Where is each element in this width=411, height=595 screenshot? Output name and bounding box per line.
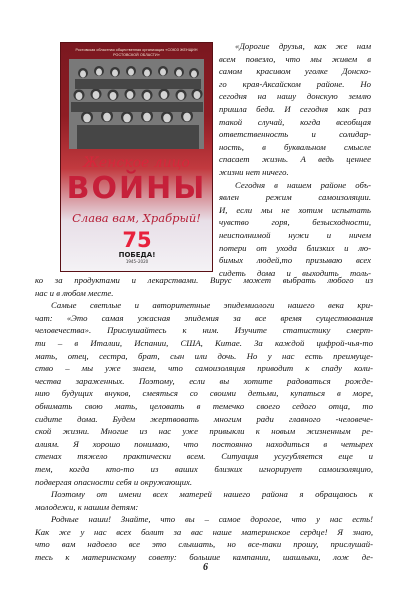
text-line: молодежи, к нашим детям: <box>35 501 139 512</box>
text-line: тесь к материнскому совету: большие кампании, шашлыки, лож де- <box>35 552 373 563</box>
text-line: тем, когда кто-то из ваших близких игнорирует самоизоляцию, <box>35 463 373 474</box>
side-text-column <box>219 40 371 279</box>
text-line: ность, в буквальном смысле <box>219 141 371 152</box>
logo-number: 75 <box>122 228 152 252</box>
text-line: нию будущих внуков, смеяться со своими детьми, купаться в море, <box>35 388 373 399</box>
text-line: чества зараженных. Поэтому, если вы хотите радоваться рожде- <box>35 375 373 386</box>
text-line: самом красивом уголке Донско- <box>219 66 371 77</box>
text-line: го края-Аксайском районе. Но <box>219 78 371 89</box>
text-line: алиям. Я хорошо понимаю, что постоянно находиться в четырех <box>35 438 373 449</box>
text-line: подвергая опасности себя и окружающих. <box>35 476 193 487</box>
book-cover-image <box>60 42 213 272</box>
text-line: обнимать свою мать, целовать в темечко своего седого отца, то <box>35 400 373 411</box>
text-line: нас и в любом месте. <box>35 287 114 298</box>
text-line: Самые светлые и авторитетные эпидемиологи нашего века кри- <box>51 300 373 311</box>
text-line: чат: «Это самая ужасная эпидемия за все время существования <box>35 312 373 323</box>
text-line: И, если мы не хотим испытать <box>219 204 371 215</box>
poster-slogan: Слава вам, Храбрый! <box>72 211 201 225</box>
text-line: бимых людей,то призываю всех <box>219 255 371 266</box>
text-line: ко за продуктами и лекарствами. Вирус может выбрать любого из <box>35 275 373 285</box>
text-line: ответственность и солидар- <box>219 129 371 140</box>
text-line: ти – в Италии, Испании, США, Китае. За каждой цифрой-чья-то <box>35 337 373 348</box>
text-line: сегодня на нашу донскую землю <box>219 91 371 102</box>
text-line: спасает жизнь. А ведь ценнее <box>219 154 371 165</box>
page-number: 6 <box>203 562 208 573</box>
text-line: чувство горя, безысходности, <box>219 217 371 228</box>
text-line: сидите дома. Будем жертвовать многим ради главного -человече- <box>35 413 373 424</box>
text-line: ской жизни. Многие из нас уже привыкли к новым жизненным ре- <box>35 426 373 437</box>
poster-organization-text: Ростовская областная общественная организация «СОЮЗ ЖЕНЩИН РОСТОВСКОЙ ОБЛАСТИ» <box>75 48 198 57</box>
text-line: «Дорогие друзья, как же нам <box>235 41 371 51</box>
text-line: мать, отец, сестра, брат, сын или дочь. Но у нас есть преимуще- <box>35 350 373 361</box>
poster-title-big: ВОЙНЫ <box>66 171 207 206</box>
text-line: сидеть дома и выходить толь- <box>219 267 371 278</box>
logo-years: 1945–2020 <box>125 259 149 264</box>
text-line: пришла беда. И сегодня как раз <box>219 103 371 114</box>
text-line: Поэтому от имени всех матерей нашего района я обращаюсь к <box>51 489 373 500</box>
text-line: всем повезло, что мы живем в <box>219 53 371 64</box>
text-line: неисполнимой нужи и ничем <box>219 229 371 240</box>
text-line: что вам надоело все это слышать, но все-таки прошу, прислушай- <box>35 539 373 550</box>
logo-word: ПОБЕДА! <box>118 251 156 259</box>
group-photo <box>69 59 204 149</box>
text-line: такой случай, когда всеобщая <box>219 116 371 127</box>
text-line: Как же у нас всех болит за вас наше материнское сердце! Я знаю, <box>35 526 373 537</box>
text-line: жизни нет ничего. <box>219 166 289 177</box>
text-line: Сегодня в нашем районе объ- <box>235 179 371 190</box>
text-line: потери от ухода близких и лю- <box>219 242 371 253</box>
text-line: человечества». Прислушайтесь к ним. Изучите статистику смерт- <box>35 325 373 336</box>
text-line: явлен режим самоизоляции. <box>219 192 371 203</box>
poster-title-script: Женское лицо <box>83 155 190 171</box>
text-line: ство – мы уже знаем, что самоизоляция приводит к спаду коли- <box>35 363 373 374</box>
text-line: стенах тяжело практически всем. Ситуация усугубляется еще и <box>35 451 373 462</box>
victory-75-logo <box>114 229 160 269</box>
full-width-text <box>35 274 373 564</box>
text-line: Родные наши! Знайте, что вы – самое дорогое, что у нас есть! <box>51 514 373 525</box>
